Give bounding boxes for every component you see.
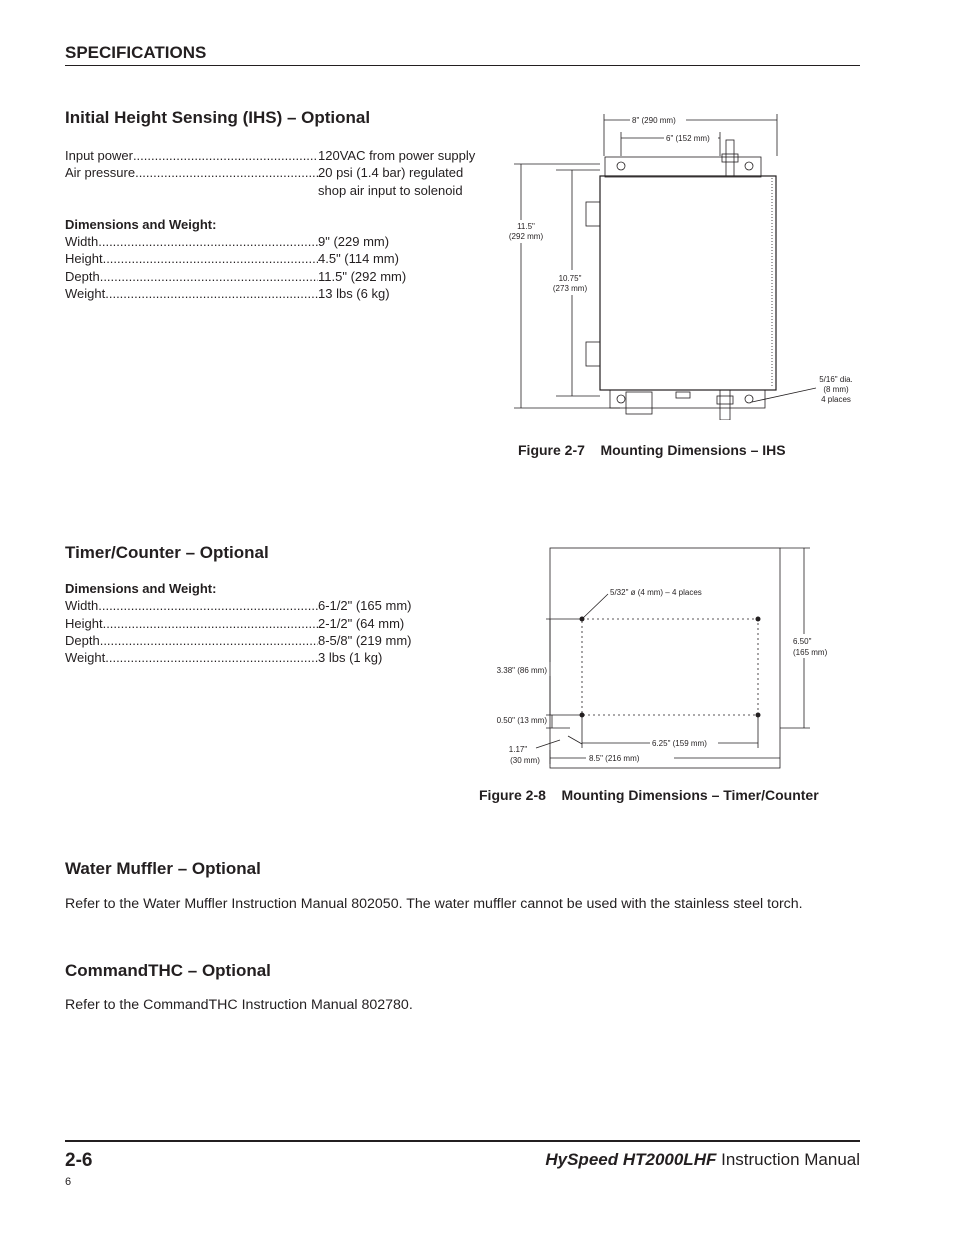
dim-label: Weight bbox=[65, 650, 106, 666]
dim-label-hole-spacing-v: 3.38" (86 mm) bbox=[496, 666, 547, 675]
hole-label-1: 5/16" dia. bbox=[819, 375, 853, 384]
figure-caption-ihs: Figure 2-7 Mounting Dimensions – IHS bbox=[518, 442, 786, 458]
dim-label-width-outer: 8" (290 mm) bbox=[632, 116, 676, 125]
dim-label-height-outer-2: (292 mm) bbox=[508, 232, 544, 241]
dim-label-width-outer: 8.5" (216 mm) bbox=[589, 754, 640, 763]
page-number: 2-6 bbox=[65, 1150, 93, 1171]
section-header: SPECIFICATIONS bbox=[65, 43, 207, 62]
thc-title: CommandTHC – Optional bbox=[65, 961, 271, 980]
spec-value: 20 psi (1.4 bar) regulated bbox=[318, 165, 464, 181]
muffler-text: Refer to the Water Muffler Instruction Manual 802050. The water muffler cannot be used with the stainless steel torch. bbox=[65, 896, 803, 912]
hole-label-3: 4 places bbox=[821, 395, 851, 404]
dim-value: 13 lbs (6 kg) bbox=[318, 286, 390, 302]
dim-label: Weight bbox=[65, 286, 106, 302]
dim-label: Height bbox=[65, 251, 103, 267]
dim-row-width bbox=[65, 597, 411, 614]
hole-label-2: (8 mm) bbox=[823, 385, 849, 394]
spec-label: Air pressure bbox=[65, 165, 136, 181]
dim-label-height-outer-1: 11.5" bbox=[517, 222, 535, 231]
pdf-page-number: 6 bbox=[65, 1176, 72, 1188]
muffler-title: Water Muffler – Optional bbox=[65, 859, 261, 878]
spec-value: 120VAC from power supply bbox=[318, 148, 476, 163]
dim-label-width-inner: 6" (152 mm) bbox=[666, 134, 710, 143]
dim-row-depth bbox=[65, 632, 411, 649]
dim-label-height-inner-2: (273 mm) bbox=[552, 284, 588, 293]
product-name: HySpeed HT2000LHF bbox=[545, 1150, 717, 1169]
dim-label: Width bbox=[65, 234, 99, 250]
thc-text: Refer to the CommandTHC Instruction Manual 802780. bbox=[65, 997, 413, 1013]
dim-label-bottom-offset: 0.50" (13 mm) bbox=[496, 716, 547, 725]
dim-value: 6-1/2" (165 mm) bbox=[318, 598, 412, 614]
dim-label: Depth bbox=[65, 268, 100, 284]
footer-rule bbox=[65, 1140, 860, 1142]
dim-row-weight bbox=[65, 649, 411, 666]
figure-caption-timer: Figure 2-8 Mounting Dimensions – Timer/Counter bbox=[479, 787, 819, 803]
manual-label: Instruction Manual bbox=[721, 1150, 860, 1169]
dim-label-height-outer-1: 6.50" bbox=[793, 637, 812, 646]
timer-specs bbox=[65, 580, 411, 666]
ihs-specs bbox=[65, 147, 475, 302]
ihs-title: Initial Height Sensing (IHS) – Optional bbox=[65, 108, 371, 127]
dim-label: Depth bbox=[65, 632, 100, 648]
spec-row-air-pressure bbox=[65, 164, 475, 181]
ihs-mounting-diagram bbox=[490, 110, 870, 420]
header-rule bbox=[65, 65, 860, 66]
dim-value: 11.5" (292 mm) bbox=[318, 268, 407, 284]
dimensions-heading: Dimensions and Weight: bbox=[65, 216, 217, 232]
dim-label: Height bbox=[65, 615, 103, 631]
spec-value-continuation: shop air input to solenoid bbox=[318, 182, 463, 198]
dim-value: 4.5" (114 mm) bbox=[318, 251, 399, 267]
dim-value: 2-1/2" (64 mm) bbox=[318, 615, 405, 631]
dim-row-width bbox=[65, 233, 475, 250]
dim-label: Width bbox=[65, 598, 99, 614]
dim-value: 3 lbs (1 kg) bbox=[318, 650, 383, 666]
dimensions-heading: Dimensions and Weight: bbox=[65, 581, 217, 596]
dim-label-side-offset-2: (30 mm) bbox=[510, 756, 540, 765]
dim-label-height-outer-2: (165 mm) bbox=[793, 648, 828, 657]
timer-mounting-diagram bbox=[480, 540, 850, 772]
dim-label-side-offset-1: 1.17" bbox=[508, 745, 528, 754]
dim-row-weight bbox=[65, 285, 475, 302]
dim-value: 9" (229 mm) bbox=[318, 234, 390, 250]
hole-callout: 5/32" ø (4 mm) – 4 places bbox=[610, 588, 702, 597]
dim-label-hole-spacing-h: 6.25" (159 mm) bbox=[652, 739, 707, 748]
dim-row-height bbox=[65, 250, 475, 267]
dim-value: 8-5/8" (219 mm) bbox=[318, 632, 412, 648]
timer-title: Timer/Counter – Optional bbox=[65, 543, 269, 562]
dim-row-height bbox=[65, 615, 411, 632]
manual-title bbox=[545, 1150, 860, 1170]
dim-row-depth bbox=[65, 268, 475, 285]
spec-row-input-power bbox=[65, 147, 475, 164]
dim-label-height-inner-1: 10.75" bbox=[558, 274, 582, 283]
spec-label: Input power bbox=[65, 148, 133, 163]
